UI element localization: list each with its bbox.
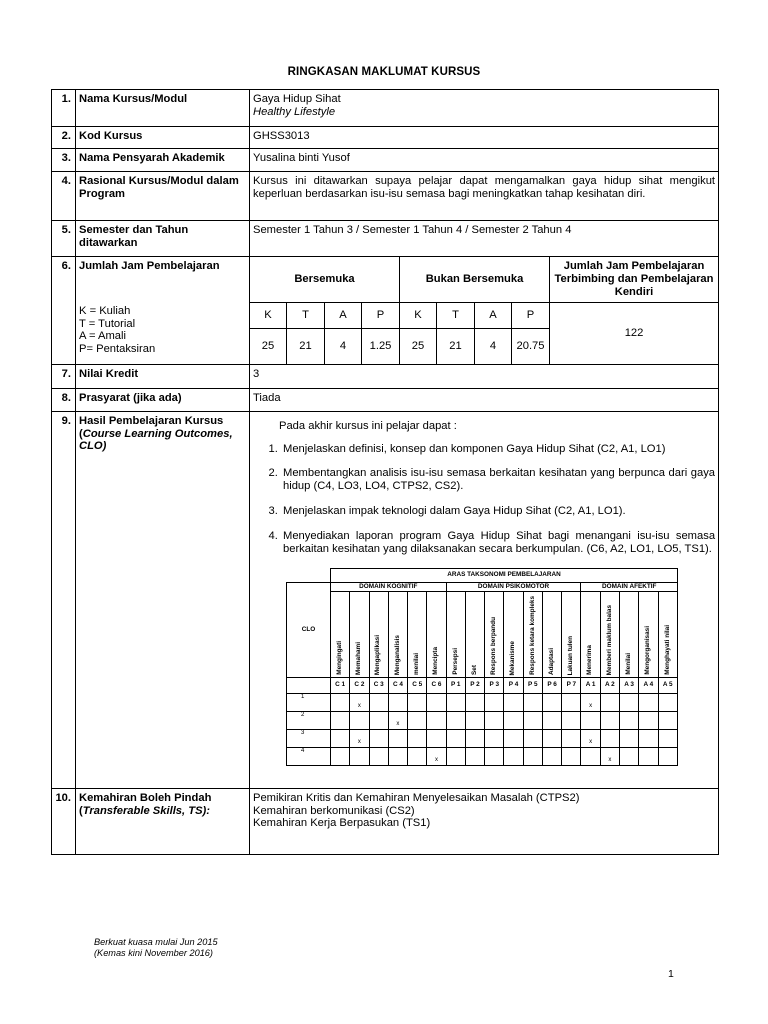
clo-number: 3: [287, 730, 331, 748]
hour-value: 1.25: [362, 328, 400, 364]
taxonomy-mark: [465, 748, 484, 766]
taxonomy-level: menilai: [412, 653, 420, 676]
taxonomy-level: Lakuan tulen: [567, 635, 575, 676]
taxonomy-mark: x: [600, 748, 619, 766]
taxonomy-mark: [485, 748, 504, 766]
taxonomy-level-cell: [600, 592, 619, 678]
domain-psychomotor: DOMAIN PSIKOMOTOR: [446, 583, 581, 592]
taxonomy-code: A 2: [600, 678, 619, 694]
taxonomy-level: Set: [470, 665, 478, 676]
taxonomy-level: Mengaplikasi: [374, 634, 382, 676]
taxonomy-code: P 2: [465, 678, 484, 694]
page-number: 1: [668, 968, 674, 980]
taxonomy-mark: x: [581, 694, 600, 712]
taxonomy-level-cell: [619, 592, 638, 678]
taxonomy-header-row: [287, 568, 678, 583]
taxonomy-code: C 4: [388, 678, 407, 694]
course-code: GHSS3013: [250, 127, 719, 149]
taxonomy-mark: [619, 712, 638, 730]
taxonomy-mark: [658, 694, 677, 712]
taxonomy-level-cell: [388, 592, 407, 678]
list-item: 3. Menjelaskan impak teknologi dalam Gaya Hidup Sihat (C2, A1, LO1).: [281, 505, 715, 518]
taxonomy-mark: [485, 730, 504, 748]
taxonomy-level: Menghayati nilai: [663, 625, 671, 676]
row-label: Nama Pensyarah Akademik: [76, 149, 250, 172]
non-face-to-face-header: Bukan Bersemuka: [400, 257, 550, 303]
domain-cognitive: DOMAIN KOGNITIF: [331, 583, 447, 592]
taxonomy-level-cell: [639, 592, 658, 678]
course-info-table: [51, 89, 719, 855]
hour-value: 4: [475, 328, 512, 364]
taxonomy-mark: x: [350, 694, 369, 712]
row-label: [76, 788, 250, 854]
taxonomy-mark: [658, 748, 677, 766]
taxonomy-mark: [388, 694, 407, 712]
hour-value: 21: [437, 328, 475, 364]
row-number: 7.: [52, 364, 76, 388]
taxonomy-mark: [388, 748, 407, 766]
taxonomy-level: Mencipta: [432, 647, 440, 676]
row-credit: [52, 364, 719, 388]
taxonomy-mark: [465, 730, 484, 748]
row-learning-hours-header: [52, 257, 719, 303]
taxonomy-mark: [523, 694, 542, 712]
row-label: Semester dan Tahun ditawarkan: [76, 221, 250, 257]
taxonomy-level-cell: [504, 592, 523, 678]
taxonomy-mark: [446, 730, 465, 748]
taxonomy-code: C 3: [369, 678, 388, 694]
clo-header: CLO: [287, 583, 331, 678]
taxonomy-mark: [639, 730, 658, 748]
taxonomy-mark: [485, 712, 504, 730]
taxonomy-mark: [600, 694, 619, 712]
outcomes-intro: Pada akhir kursus ini pelajar dapat :: [279, 419, 457, 432]
taxonomy-level: Respons berpandu: [490, 617, 498, 676]
hour-value: 4: [325, 328, 362, 364]
outcomes-label-english: Course Learning Outcomes, CLO): [79, 427, 233, 453]
taxonomy-mark: [619, 748, 638, 766]
taxonomy-level: Respons ketara kompleks: [528, 596, 536, 676]
taxonomy-level-cell: [408, 592, 427, 678]
taxonomy-mark: [562, 712, 581, 730]
taxonomy-mark: [446, 712, 465, 730]
taxonomy-level-cell: [350, 592, 369, 678]
taxonomy-domain-row: [287, 583, 678, 592]
taxonomy-mark: [600, 712, 619, 730]
taxonomy-mark: [446, 694, 465, 712]
hour-code: T: [287, 302, 325, 328]
taxonomy-mark: [639, 694, 658, 712]
taxonomy-mark: [504, 730, 523, 748]
taxonomy-code: P 1: [446, 678, 465, 694]
taxonomy-level: Menerima: [586, 645, 594, 676]
row-value: [250, 90, 719, 127]
row-learning-hours-codes: [52, 302, 719, 328]
taxonomy-mark: [350, 748, 369, 766]
row-number: 6.: [52, 257, 76, 365]
outcomes-label: Hasil Pembelajaran Kursus: [79, 414, 224, 427]
course-rationale: Kursus ini ditawarkan supaya pelajar dapat mengamalkan gaya hidup sihat mengikut keperluan berdasarkan isu-isu semasa bagi meningkatkan tahap kesihatan diri.: [250, 172, 719, 221]
row-course-name: [52, 90, 719, 127]
taxonomy-code: C 1: [331, 678, 350, 694]
row-number: 5.: [52, 221, 76, 257]
taxonomy-mark: [523, 712, 542, 730]
table-row: [287, 694, 678, 712]
footer-revision-date: (Kemas kini November 2016): [94, 948, 213, 959]
taxonomy-code: P 3: [485, 678, 504, 694]
row-lecturer: [52, 149, 719, 172]
row-prerequisite: [52, 388, 719, 411]
table-row: [287, 712, 678, 730]
taxonomy-mark: [542, 712, 561, 730]
taxonomy-mark: [465, 712, 484, 730]
hours-legend: [76, 302, 250, 364]
taxonomy-title: ARAS TAKSONOMI PEMBELAJARAN: [331, 568, 678, 583]
outcomes-content: [250, 411, 719, 788]
taxonomy-mark: [542, 694, 561, 712]
taxonomy-mark: [619, 730, 638, 748]
row-learning-outcomes: [52, 411, 719, 788]
taxonomy-mark: [331, 748, 350, 766]
legend-amali: A = Amali: [79, 330, 126, 343]
taxonomy-mark: [369, 694, 388, 712]
taxonomy-mark: x: [427, 748, 446, 766]
taxonomy-mark: [408, 730, 427, 748]
taxonomy-mark: [408, 748, 427, 766]
taxonomy-level-cell: [465, 592, 484, 678]
taxonomy-mark: [523, 748, 542, 766]
taxonomy-mark: [639, 748, 658, 766]
row-number: 10.: [52, 788, 76, 854]
outcomes-label-paren: (: [79, 427, 83, 440]
row-label: [76, 411, 250, 788]
taxonomy-code-blank: [287, 678, 331, 694]
taxonomy-mark: [542, 748, 561, 766]
taxonomy-level: Mekanisme: [509, 640, 517, 676]
credit-value: 3: [250, 364, 719, 388]
taxonomy-code: P 7: [562, 678, 581, 694]
face-to-face-header: Bersemuka: [250, 257, 400, 303]
list-item: 2. Membentangkan analisis isu-isu semasa berkaitan kesihatan yang berpunca dari gaya hidup (C4, LO3, LO4, CTPS2, CS2).: [281, 467, 715, 493]
skills-label-paren: (: [79, 804, 83, 817]
taxonomy-code: C 5: [408, 678, 427, 694]
legend-pentaksiran: P= Pentaksiran: [79, 342, 156, 355]
taxonomy-level: Memberi maklum balas: [605, 604, 613, 676]
taxonomy-table: [286, 568, 678, 766]
list-item: 4. Menyediakan laporan program Gaya Hidup Sihat bagi menangani isu-isu semasa berkaitan kesihatan yang dilaksanakan secara berkumpulan. (C6, A2, LO1, LO5, TS1).: [281, 530, 715, 556]
taxonomy-mark: [504, 748, 523, 766]
row-label: Prasyarat (jika ada): [76, 388, 250, 411]
taxonomy-mark: [562, 694, 581, 712]
taxonomy-mark: [427, 694, 446, 712]
taxonomy-mark: [465, 694, 484, 712]
total-hours: 122: [550, 302, 719, 364]
legend-tutorial: T = Tutorial: [79, 317, 136, 330]
taxonomy-mark: [446, 748, 465, 766]
taxonomy-level-cell: [542, 592, 561, 678]
taxonomy-code: P 4: [504, 678, 523, 694]
row-number: 1.: [52, 90, 76, 127]
taxonomy-code: A 3: [619, 678, 638, 694]
document-title: RINGKASAN MAKLUMAT KURSUS: [287, 66, 481, 78]
taxonomy-mark: [658, 730, 677, 748]
taxonomy-mark: [504, 712, 523, 730]
taxonomy-code: P 5: [523, 678, 542, 694]
taxonomy-mark: [369, 712, 388, 730]
taxonomy-code: P 6: [542, 678, 561, 694]
taxonomy-level-cell: [562, 592, 581, 678]
row-label: Nama Kursus/Modul: [76, 90, 250, 127]
list-item: 1. Menjelaskan definisi, konsep dan komponen Gaya Hidup Sihat (C2, A1, LO1): [281, 443, 715, 456]
taxonomy-level-cell: [523, 592, 542, 678]
taxonomy-levels-row: [287, 592, 678, 678]
taxonomy-mark: [408, 694, 427, 712]
taxonomy-mark: [523, 730, 542, 748]
taxonomy-mark: [427, 730, 446, 748]
taxonomy-level-cell: [369, 592, 388, 678]
hour-code: P: [512, 302, 550, 328]
taxonomy-mark: [562, 730, 581, 748]
taxonomy-mark: [658, 712, 677, 730]
hour-value: 25: [400, 328, 437, 364]
hour-code: T: [437, 302, 475, 328]
footer-note: [94, 937, 218, 959]
table-row: [287, 748, 678, 766]
taxonomy-mark: [388, 730, 407, 748]
taxonomy-level: Mengingati: [335, 641, 343, 676]
hour-code: K: [250, 302, 287, 328]
taxonomy-code: C 2: [350, 678, 369, 694]
course-name-english: Healthy Lifestyle: [253, 105, 336, 118]
taxonomy-level-cell: [485, 592, 504, 678]
taxonomy-level-cell: [427, 592, 446, 678]
row-label: Jumlah Jam Pembelajaran: [76, 257, 250, 303]
taxonomy-mark: [331, 712, 350, 730]
taxonomy-mark: [369, 730, 388, 748]
taxonomy-code: A 1: [581, 678, 600, 694]
taxonomy-mark: x: [581, 730, 600, 748]
taxonomy-codes-row: [287, 678, 678, 694]
taxonomy-mark: [504, 694, 523, 712]
domain-affective: DOMAIN AFEKTIF: [581, 583, 678, 592]
skill-item: Kemahiran berkomunikasi (CS2): [253, 804, 415, 817]
taxonomy-mark: x: [350, 730, 369, 748]
skills-label: Kemahiran Boleh Pindah: [79, 791, 212, 804]
skills-label-english: Transferable Skills, TS):: [82, 804, 210, 817]
semester-offered: Semester 1 Tahun 3 / Semester 1 Tahun 4 / Semester 2 Tahun 4: [250, 221, 719, 257]
row-number: 3.: [52, 149, 76, 172]
hour-code: A: [325, 302, 362, 328]
taxonomy-mark: [600, 730, 619, 748]
row-label: Kod Kursus: [76, 127, 250, 149]
table-row: [287, 730, 678, 748]
taxonomy-mark: [331, 694, 350, 712]
taxonomy-level: Adaptasi: [547, 648, 555, 676]
taxonomy-level: Menilai: [624, 653, 632, 676]
clo-number: 4: [287, 748, 331, 766]
taxonomy-mark: [562, 748, 581, 766]
taxonomy-mark: [408, 712, 427, 730]
row-number: 8.: [52, 388, 76, 411]
row-course-code: [52, 127, 719, 149]
row-semester: [52, 221, 719, 257]
taxonomy-mark: [542, 730, 561, 748]
taxonomy-mark: [427, 712, 446, 730]
taxonomy-level-cell: [446, 592, 465, 678]
taxonomy-code: C 6: [427, 678, 446, 694]
clo-number: 2: [287, 712, 331, 730]
row-label: Rasional Kursus/Modul dalam Program: [76, 172, 250, 221]
hour-code: A: [475, 302, 512, 328]
hour-code: K: [400, 302, 437, 328]
skills-content: [250, 788, 719, 854]
lecturer-name: Yusalina binti Yusof: [250, 149, 719, 172]
skill-item: Kemahiran Kerja Berpasukan (TS1): [253, 817, 431, 830]
course-name: Gaya Hidup Sihat: [253, 93, 341, 105]
taxonomy-mark: [331, 730, 350, 748]
taxonomy-corner: [287, 568, 331, 583]
taxonomy-mark: [581, 712, 600, 730]
taxonomy-level: Memahami: [355, 642, 363, 676]
row-transferable-skills: [52, 788, 719, 854]
taxonomy-level: Menganalisis: [393, 634, 401, 676]
row-number: 4.: [52, 172, 76, 221]
taxonomy-mark: [581, 748, 600, 766]
hour-code: P: [362, 302, 400, 328]
self-learning-header: Jumlah Jam Pembelajaran Terbimbing dan Pembelajaran Kendiri: [550, 257, 719, 303]
taxonomy-mark: [619, 694, 638, 712]
row-label: Nilai Kredit: [76, 364, 250, 388]
taxonomy-level-cell: [331, 592, 350, 678]
taxonomy-level: Mengorganisasi: [644, 626, 652, 676]
hour-value: 21: [287, 328, 325, 364]
legend-kuliah: K = Kuliah: [79, 305, 131, 318]
hour-value: 20.75: [512, 328, 550, 364]
row-rationale: [52, 172, 719, 221]
hour-value: 25: [250, 328, 287, 364]
taxonomy-mark: x: [388, 712, 407, 730]
taxonomy-level-cell: [658, 592, 677, 678]
taxonomy-level-cell: [581, 592, 600, 678]
clo-number: 1: [287, 694, 331, 712]
taxonomy-mark: [485, 694, 504, 712]
taxonomy-code: A 5: [658, 678, 677, 694]
footer-effective-date: Berkuat kuasa mulai Jun 2015: [94, 937, 218, 947]
taxonomy-code: A 4: [639, 678, 658, 694]
row-number: 9.: [52, 411, 76, 788]
taxonomy-mark: [639, 712, 658, 730]
skill-item: Pemikiran Kritis dan Kemahiran Menyelesaikan Masalah (CTPS2): [253, 791, 580, 804]
outcomes-list: [253, 443, 715, 556]
taxonomy-level: Persepsi: [451, 648, 459, 676]
taxonomy-mark: [369, 748, 388, 766]
prerequisite-value: Tiada: [250, 388, 719, 411]
taxonomy-mark: [350, 712, 369, 730]
row-number: 2.: [52, 127, 76, 149]
